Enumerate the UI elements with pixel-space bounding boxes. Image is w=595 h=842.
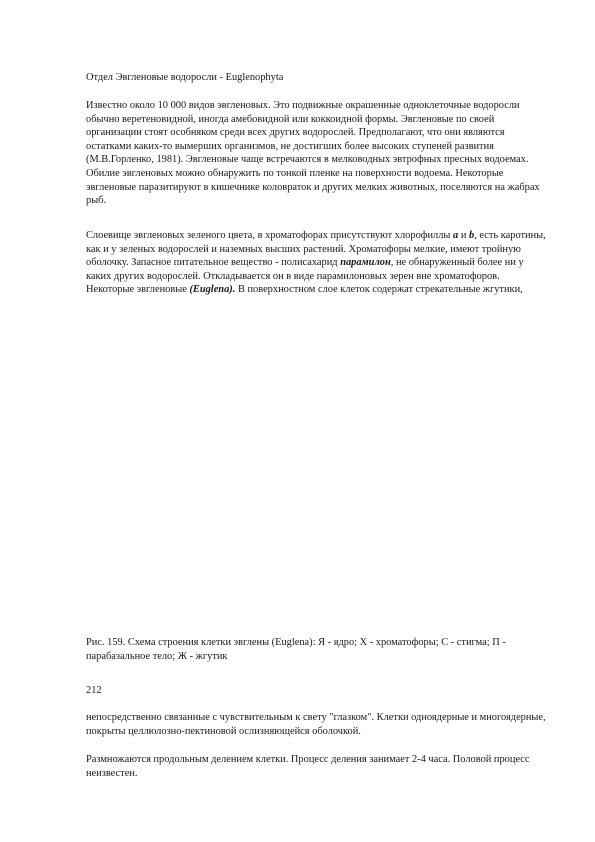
paragraph-structure — [86, 229, 546, 297]
paragraph-structure-text-3: , есть каротины, как и у зеленых водорослей и наземных высших растений. Хроматофоры мелкие, имеют тройную оболочку. Запасное питательное вещество - полисахарид — [86, 230, 546, 269]
paragraph-structure-text-4: , не обнаруженный более ни у каких других водорослей. Откладывается он в виде парамилоновых зерен вне хроматофоров. Некоторые эвгленовые — [86, 257, 524, 296]
section-heading: Отдел Эвгленовые водоросли - Euglenophyta — [86, 72, 284, 83]
paragraph-structure-text-2: и — [458, 230, 469, 241]
paragraph-intro: Известно около 10 000 видов эвгленовых. Это подвижные окрашенные одноклеточные водоросли обычно веретеновидной, иногда амебовидной или коккоидной формы. Эвгленовые по своей организации стоят особняком среди всех других водорослей. Предполагают, что они являются остатками каких-то вымерших организмов, не достигших более высоких ступеней развития (М.В.Горленко, 1981). Эвгленовые чаще встречаются в мелководных эвтрофных пресных водоемах. Обилие эвгленовых можно обнаружить по тонкой пленке на поверхности водоема. Некоторые эвгленовые паразитируют в кишечнике коловраток и других мелких животных, поселяются на жабрах рыб. — [86, 100, 540, 207]
paramylon-term: парамилон — [340, 257, 391, 269]
paragraph-structure-text-1: Слоевище эвгленовых зеленого цвета, в хроматофорах присутствуют хлорофиллы — [86, 230, 454, 241]
page-number: 212 — [86, 685, 102, 696]
chlorophyll-b-term: b — [468, 230, 475, 241]
chlorophyll-a-term: а — [453, 230, 459, 241]
paragraph-reproduction: Размножаются продольным делением клетки. Процесс деления занимает 2-4 часа. Половой процесс неизвестен. — [86, 754, 530, 779]
paragraph-continuation: непосредственно связанные с чувствительным к свету "глазком". Клетки одноядерные и многоядерные, покрыты целлюлозно-пектиновой ослизняющейся оболочкой. — [86, 712, 546, 737]
paragraph-structure-text-5: В поверхностном слое клеток содержат стрекательные жгутики, — [235, 284, 523, 296]
figure-caption: Рис. 159. Схема строения клетки эвглены (Euglena): Я - ядро; Х - хроматофоры; С - стигма; П - парабазальное тело; Ж - жгутик — [86, 637, 506, 662]
euglena-term: (Euglena). — [189, 284, 236, 296]
